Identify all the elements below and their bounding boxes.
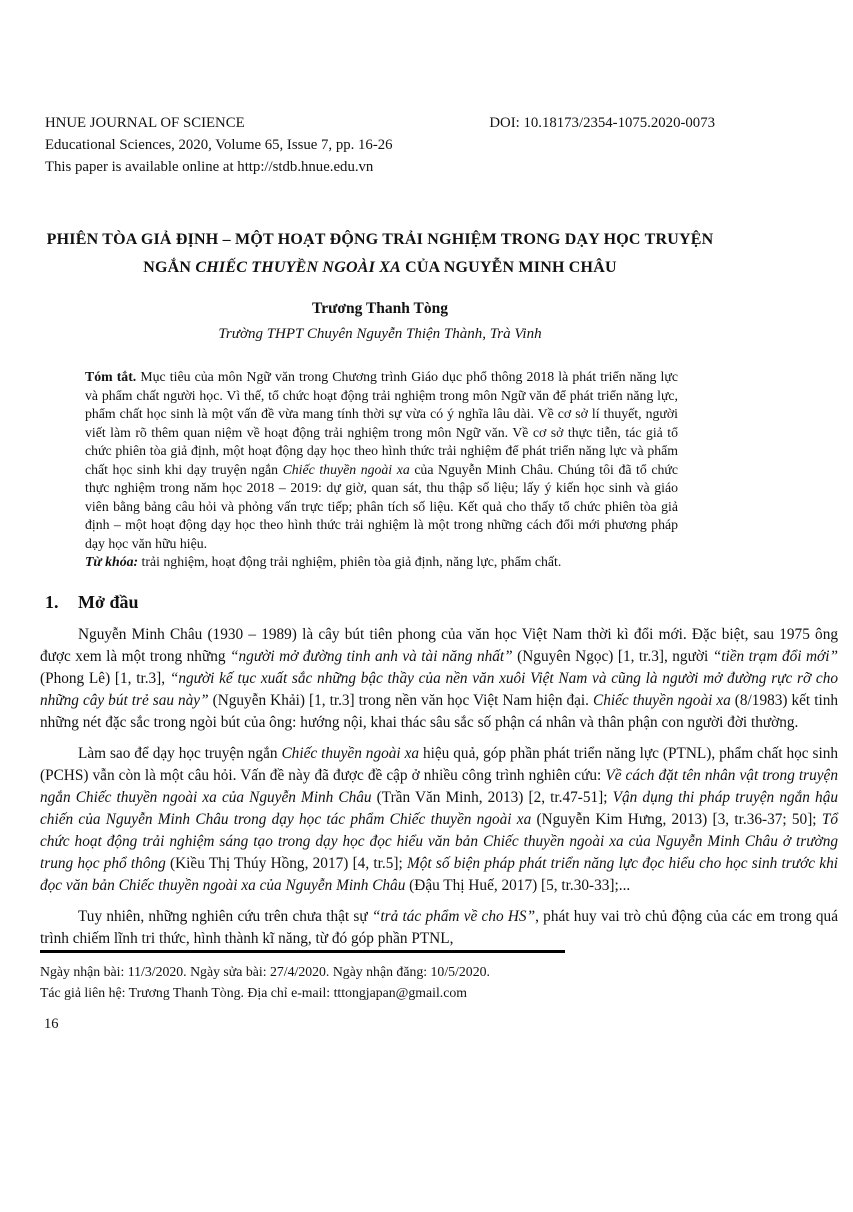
page-number: 16 [44, 1015, 59, 1032]
footnote-divider [40, 950, 565, 953]
footnote-contact: Tác giả liên hệ: Trương Thanh Tòng. Địa chỉ e-mail: tttongjapan@gmail.com [40, 984, 467, 1000]
section-heading [45, 590, 838, 615]
paragraph: Tuy nhiên, những nghiên cứu trên chưa thật sự “trả tác phẩm về cho HS”, phát huy vai trò chủ động của các em trong quá trình chiếm lĩnh tri thức, hình thành kĩ năng, từ đó góp phần PTNL, [40, 907, 838, 947]
abstract [85, 368, 678, 572]
footnote-dates: Ngày nhận bài: 11/3/2020. Ngày sửa bài: 27/4/2020. Ngày nhận đăng: 10/5/2020. [40, 963, 490, 979]
article-title: PHIÊN TÒA GIẢ ĐỊNH – MỘT HOẠT ĐỘNG TRẢI NGHIỆM TRONG DẠY HỌC TRUYỆN NGẮN CHIẾC THUYỀN NGOÀI XA CỦA NGUYỄN MINH CHÂU [46, 231, 714, 276]
author-affiliation: Trường THPT Chuyên Nguyễn Thiện Thành, Trà Vinh [218, 326, 542, 342]
abstract-text: Tóm tắt. Mục tiêu của môn Ngữ văn trong Chương trình Giáo dục phổ thông 2018 là phát triển năng lực và phẩm chất người học. Vì thế, tổ chức hoạt động trải nghiệm trong môn Ngữ văn để phát triển năng lực, phẩm chất học sinh là một vấn đề vừa mang tính thời sự vừa có ý nghĩa lâu dài. Về cơ sở lí thuyết, người viết làm rõ thêm quan niệm về hoạt động trải nghiệm trong môn Ngữ văn. Về cơ sở thực tiễn, tác giả tổ chức phiên tòa giả định, một hoạt động dạy học theo hình thức trải nghiệm để phát triển năng lực và phẩm chất học sinh khi dạy truyện ngắn Chiếc thuyền ngoài xa của Nguyễn Minh Châu. Chúng tôi đã tổ chức thực nghiệm trong năm học 2018 – 2019: dự giờ, quan sát, thu thập số liệu; lấy ý kiến học sinh và giáo viên bằng bảng câu hỏi và phỏng vấn trực tiếp; phân tích số liệu. Kết quả cho thấy tổ chức phiên tòa giả định – một hoạt động dạy học theo hình thức trải nghiệm là một trong những cách đổi mới phương pháp dạy học văn hữu hiệu. [85, 369, 678, 551]
author-name: Trương Thanh Tòng [312, 300, 448, 317]
journal-issue: Educational Sciences, 2020, Volume 65, Issue 7, pp. 16-26 [45, 137, 393, 153]
journal-name: HNUE JOURNAL OF SCIENCE [45, 115, 245, 131]
section-body [0, 624, 853, 950]
journal-availability: This paper is available online at http://stdb.hnue.edu.vn [45, 159, 374, 175]
journal-header [45, 112, 715, 178]
section-title: Mở đầu [78, 591, 139, 612]
paragraph: Làm sao để dạy học truyện ngắn Chiếc thuyền ngoài xa hiệu quả, góp phần phát triển năng lực (PTNL), phẩm chất học sinh (PCHS) vẫn còn là một câu hỏi. Vấn đề này đã được đề cập ở nhiều công trình nghiên cứu: Về cách đặt tên nhân vật trong truyện ngắn Chiếc thuyền ngoài xa của Nguyễn Minh Châu (Trần Văn Minh, 2013) [2, tr.47-51]; Vận dụng thi pháp truyện ngắn hậu chiến của Nguyễn Minh Châu trong dạy học tác phẩm Chiếc thuyền ngoài xa (Nguyễn Kim Hưng, 2013) [3, tr.36-37; 50]; Tổ chức hoạt động trải nghiệm sáng tạo trong dạy học đọc hiểu văn bản Chiếc thuyền ngoài xa của Nguyễn Minh Châu ở trường trung học phổ thông (Kiều Thị Thúy Hồng, 2017) [4, tr.5]; Một số biện pháp phát triển năng lực đọc hiểu cho học sinh trước khi đọc văn bản Chiếc thuyền ngoài xa của Nguyễn Minh Châu (Đậu Thị Huế, 2017) [5, tr.30-33];... [40, 744, 838, 894]
journal-doi: DOI: 10.18173/2354-1075.2020-0073 [489, 115, 715, 131]
section-number: 1. [45, 591, 59, 612]
paragraph: Nguyễn Minh Châu (1930 – 1989) là cây bút tiên phong của văn học Việt Nam thời kì đổi mới. Đặc biệt, sau 1975 ông được xem là một trong những “người mở đường tinh anh và tài năng nhất” (Nguyên Ngọc) [1, tr.3], người “tiền trạm đổi mới” (Phong Lê) [1, tr.3], “người kế tục xuất sắc những bậc thầy của nền văn xuôi Việt Nam và cũng là người mở đường rực rỡ cho những cây bút trẻ sau này” (Nguyễn Khải) [1, tr.3] trong nền văn học Việt Nam hiện đại. Chiếc thuyền ngoài xa (8/1983) kết tinh những nét đặc sắc trong ngòi bút của ông: hướng nội, khai thác sâu sắc số phận cá nhân và thân phận con người đời thường. [40, 625, 838, 731]
footnote [40, 950, 853, 1003]
keywords-line: Từ khóa: trải nghiệm, hoạt động trải nghiệm, phiên tòa giả định, năng lực, phẩm chất. [85, 554, 562, 569]
